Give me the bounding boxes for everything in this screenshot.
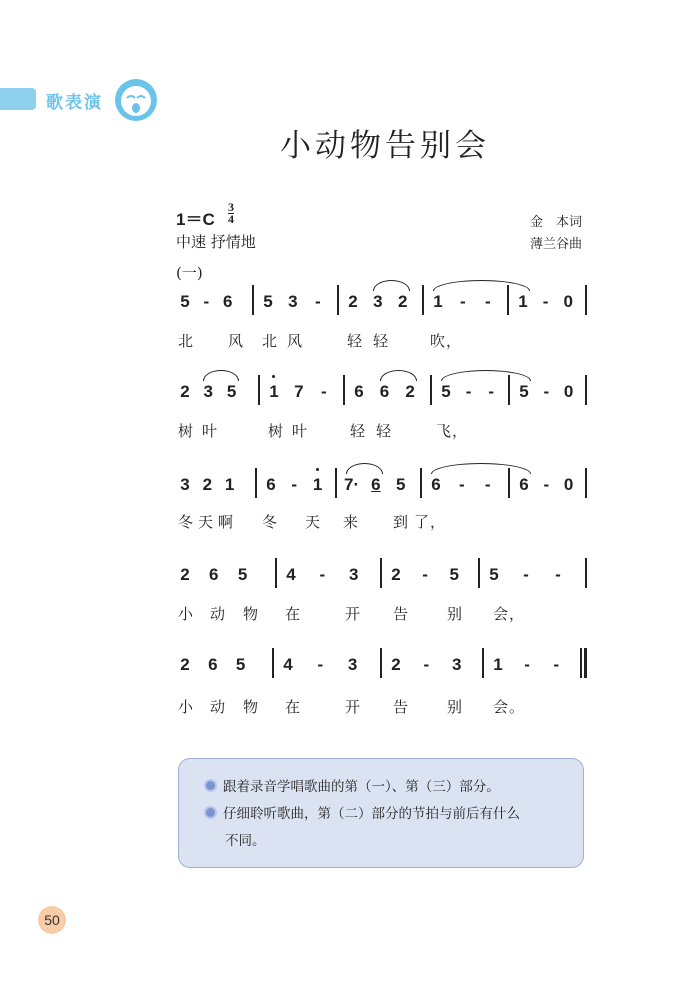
dash-note: - xyxy=(423,655,430,674)
lyric-char: ， xyxy=(446,332,462,350)
note: 1 xyxy=(224,475,235,494)
lyric-char: 吹 xyxy=(430,332,446,350)
task-text: 跟着录音学唱歌曲的第（一）、第（三）部分。 xyxy=(223,779,500,795)
note: 6 xyxy=(209,565,219,584)
note: 6 xyxy=(208,655,218,674)
note: 1 xyxy=(518,292,528,311)
time-top: 3 xyxy=(228,200,234,214)
note: 2 xyxy=(180,565,190,584)
note: 5 xyxy=(519,382,529,401)
dash-note: - xyxy=(203,292,210,311)
lyric-char: ， xyxy=(509,605,525,623)
note: 6 xyxy=(431,475,441,494)
note: 1 xyxy=(311,475,325,495)
barline xyxy=(580,648,582,678)
lyric-char: 会 xyxy=(493,698,509,716)
lyric-char: 冬 xyxy=(262,513,278,531)
note: 3 xyxy=(288,292,298,311)
dash-note: - xyxy=(317,655,324,674)
dash-note: - xyxy=(543,382,550,401)
note: 6 xyxy=(354,382,364,401)
lyric-char: 会 xyxy=(493,605,509,623)
slur xyxy=(203,370,238,381)
note: 5 xyxy=(441,382,451,401)
barline xyxy=(482,648,484,678)
tempo-marking: 中速 抒情地 xyxy=(176,233,256,251)
barline xyxy=(255,468,257,498)
barline xyxy=(380,648,382,678)
section-label: 歌表演 xyxy=(46,93,103,113)
dash-note: - xyxy=(291,475,298,494)
lyric-char: 风 xyxy=(287,332,303,350)
lyric-char: 。 xyxy=(509,698,525,716)
lyric-char: 在 xyxy=(285,605,301,623)
dash-note: - xyxy=(459,475,465,494)
lyric-char: 啊 xyxy=(218,513,234,531)
lyric-char: 小 xyxy=(178,605,194,623)
note: 5 xyxy=(489,565,499,584)
note: 3 xyxy=(452,655,462,674)
note: 3 xyxy=(203,382,213,401)
lyric-char: 轻 xyxy=(373,332,389,350)
barline xyxy=(420,468,422,498)
dash-note: - xyxy=(319,565,326,584)
slur xyxy=(380,370,418,381)
lyric-char: 北 xyxy=(262,332,278,350)
lyric-char: 告 xyxy=(393,698,409,716)
dash-note: - xyxy=(465,382,472,401)
note: 5 xyxy=(449,565,459,584)
note: 4 xyxy=(286,565,296,584)
note: 3 xyxy=(373,292,383,311)
barline xyxy=(478,558,480,588)
lyric-char: 在 xyxy=(285,698,301,716)
note: 7 xyxy=(294,382,304,401)
barline xyxy=(258,375,260,405)
singing-face-icon xyxy=(114,78,158,122)
key-signature: 1＝C xyxy=(176,210,215,229)
note: 1 xyxy=(493,655,503,674)
note: 6 xyxy=(371,475,381,494)
note: 7· xyxy=(344,475,360,494)
dash-note: - xyxy=(422,565,428,584)
bullet-icon xyxy=(204,779,217,792)
lyric-char: 轻 xyxy=(376,422,392,440)
lyric-char: 物 xyxy=(243,698,259,716)
note: 1 xyxy=(267,382,281,402)
high-octave-dot xyxy=(272,375,275,378)
note: 5 xyxy=(237,565,248,584)
dash-note: - xyxy=(523,565,529,584)
dash-note: - xyxy=(484,292,491,311)
final-barline xyxy=(584,648,587,678)
note: 0 xyxy=(563,292,573,311)
dash-note: - xyxy=(320,382,327,401)
note: 6 xyxy=(519,475,529,494)
slur xyxy=(441,370,531,381)
note: 0 xyxy=(563,475,574,494)
barline xyxy=(275,558,277,588)
note: 4 xyxy=(283,655,293,674)
lyric-char: 树 xyxy=(268,422,284,440)
barline xyxy=(585,468,587,498)
lyricist: 金 本词 xyxy=(530,215,583,230)
lyric-char: 风 xyxy=(228,332,244,350)
barline xyxy=(585,375,587,405)
lyric-char: 轻 xyxy=(347,332,363,350)
barline xyxy=(252,285,254,315)
dash-note: - xyxy=(488,382,495,401)
note: 1 xyxy=(433,292,443,311)
lyric-char: ， xyxy=(430,513,446,531)
lyric-char: 开 xyxy=(345,698,361,716)
lyric-char: 开 xyxy=(345,605,361,623)
lyric-char: 北 xyxy=(178,332,194,350)
task-item xyxy=(204,802,520,826)
lyric-char: 了 xyxy=(414,513,430,531)
lyric-char: 动 xyxy=(210,698,226,716)
task-text-cont: 不同。 xyxy=(225,833,266,849)
note: 2 xyxy=(398,292,408,311)
note: 5 xyxy=(226,382,237,401)
lyric-char: 叶 xyxy=(202,422,218,440)
dash-note: - xyxy=(542,292,549,311)
note: 2 xyxy=(180,655,190,674)
lyric-char: ， xyxy=(452,422,468,440)
song-title: 小动物告别会 xyxy=(280,128,490,164)
high-octave-dot xyxy=(316,468,319,471)
dash-note: - xyxy=(555,565,561,584)
note: 3 xyxy=(348,565,359,584)
lyric-char: 轻 xyxy=(350,422,366,440)
lyric-char: 物 xyxy=(243,605,259,623)
lyric-char: 天 xyxy=(198,513,214,531)
slur xyxy=(346,463,383,474)
note: 5 xyxy=(180,292,190,311)
barline xyxy=(272,648,274,678)
lyric-char: 动 xyxy=(210,605,226,623)
note: 2 xyxy=(391,655,401,674)
note: 3 xyxy=(180,475,190,494)
dash-note: - xyxy=(314,292,321,311)
note: 2 xyxy=(405,382,415,401)
note: 2 xyxy=(391,565,401,584)
page-number: 50 xyxy=(38,906,66,934)
note: 6 xyxy=(266,475,276,494)
lyric-char: 树 xyxy=(178,422,194,440)
time-signature xyxy=(228,202,234,225)
part-label: (一) xyxy=(176,264,203,282)
dash-note: - xyxy=(543,475,550,494)
note: 5 xyxy=(263,292,273,311)
barline xyxy=(335,468,337,498)
note: 3 xyxy=(347,655,358,674)
lyric-char: 冬 xyxy=(178,513,194,531)
lyric-char: 来 xyxy=(343,513,359,531)
lyric-char: 别 xyxy=(447,698,463,716)
barline xyxy=(430,375,432,405)
task-item xyxy=(204,775,500,799)
note: 2 xyxy=(202,475,213,494)
note: 6 xyxy=(222,292,233,311)
dash-note: - xyxy=(460,292,466,311)
note: 0 xyxy=(563,382,574,401)
note: 2 xyxy=(180,382,190,401)
note: 5 xyxy=(235,655,246,674)
lyric-char: 小 xyxy=(178,698,194,716)
composer: 薄兰谷曲 xyxy=(530,237,583,252)
barline xyxy=(422,285,424,315)
dash-note: - xyxy=(524,655,530,674)
barline xyxy=(343,375,345,405)
slur xyxy=(431,463,531,474)
note: 6 xyxy=(379,382,390,401)
note: 5 xyxy=(396,475,406,494)
lyric-char: 飞 xyxy=(436,422,452,440)
barline xyxy=(380,558,382,588)
task-box xyxy=(178,758,584,868)
lyric-char: 叶 xyxy=(292,422,308,440)
barline xyxy=(585,558,587,588)
slur xyxy=(433,280,530,291)
barline xyxy=(585,285,587,315)
slur xyxy=(373,280,410,291)
section-tab xyxy=(0,88,36,110)
lyric-char: 天 xyxy=(305,513,321,531)
dash-note: - xyxy=(484,475,491,494)
lyric-char: 别 xyxy=(447,605,463,623)
lyric-char: 告 xyxy=(393,605,409,623)
note: 2 xyxy=(348,292,358,311)
task-text: 仔细聆听歌曲，第（二）部分的节拍与前后有什么 xyxy=(223,806,520,822)
barline xyxy=(337,285,339,315)
time-bottom: 4 xyxy=(228,212,234,226)
dash-note: - xyxy=(553,655,560,674)
bullet-icon xyxy=(204,806,217,819)
lyric-char: 到 xyxy=(393,513,409,531)
